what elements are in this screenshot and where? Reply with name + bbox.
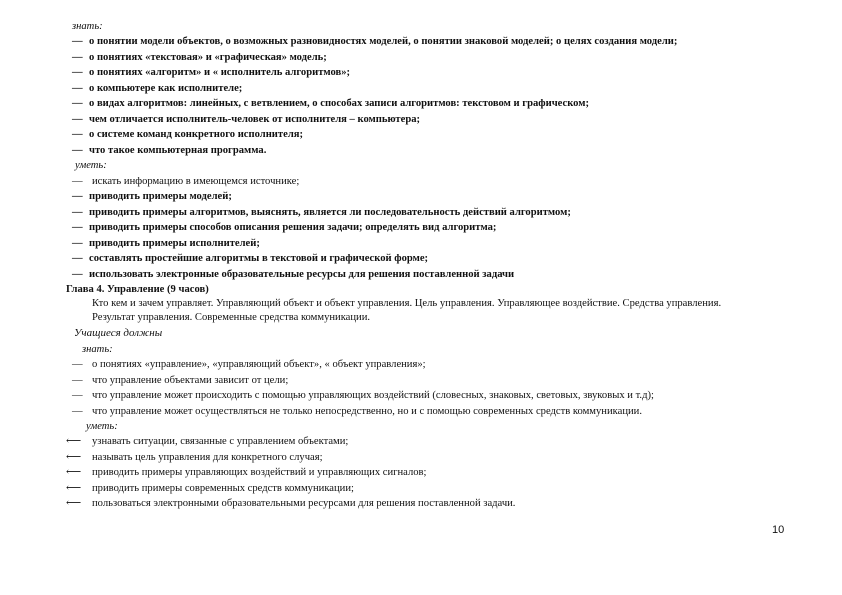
list-item: — приводить примеры моделей;	[72, 191, 232, 202]
arrow-bullet-icon: ⟵	[66, 483, 82, 494]
chapter-title: Глава 4. Управление (9 часов)	[66, 284, 209, 295]
list-item: — составлять простейшие алгоритмы в текстовой и графической форме;	[72, 253, 429, 264]
list-item: ⟵ приводить примеры управляющих воздействий и управляющих сигналов;	[66, 467, 427, 478]
list-item: — приводить примеры способов описания решения задачи; определять вид алгоритма;	[72, 222, 497, 233]
arrow-bullet-icon: ⟵	[66, 498, 82, 509]
list-item: — о видах алгоритмов: линейных, с ветвлением, о способах записи алгоритмов: текстовом и графическом;	[72, 98, 589, 109]
list-item: ⟵ приводить примеры современных средств коммуникации;	[66, 483, 354, 494]
list-item: — о системе команд конкретного исполнителя;	[72, 129, 304, 140]
list-item: — искать информацию в имеющемся источнике;	[72, 176, 300, 187]
arrow-bullet-icon: ⟵	[66, 467, 82, 478]
list-item: — чем отличается исполнитель-человек от исполнителя – компьютера;	[72, 114, 421, 125]
can-heading-2: уметь:	[86, 421, 118, 432]
list-item: — о понятии модели объектов, о возможных разновидностях моделей, о понятии знаковой моделей; о целях создания модели;	[72, 36, 678, 47]
list-item: — что управление объектами зависит от цели;	[72, 375, 289, 386]
list-item: ⟵ узнавать ситуации, связанные с управлением объектами;	[66, 436, 349, 447]
list-item: — о понятиях «алгоритм» и « исполнитель алгоритмов»;	[72, 67, 351, 78]
list-item: — о понятиях «текстовая» и «графическая» модель;	[72, 52, 327, 63]
chapter-description: Кто кем и зачем управляет. Управляющий объект и объект управления. Цель управления. Управляющее воздействие. Средства управления. Результат управления. Современные средства коммуникации.	[92, 298, 722, 323]
list-item: — использовать электронные образовательные ресурсы для решения поставленной задачи	[72, 269, 515, 280]
know-heading-2: знать:	[82, 344, 113, 355]
list-item: — что управление может осуществляться не только непосредственно, но и с помощью современных средств коммуникации.	[72, 406, 642, 417]
list-item: — что управление может происходить с помощью управляющих воздействий (словесных, знаковых, световых, звуковых и т.д);	[72, 390, 654, 401]
students-must-heading: Учащиеся должны	[74, 327, 163, 339]
arrow-bullet-icon: ⟵	[66, 452, 82, 463]
list-item: — приводить примеры исполнителей;	[72, 238, 260, 249]
know-heading-1: знать:	[72, 21, 103, 32]
can-heading-1: уметь:	[75, 160, 107, 171]
list-item: — приводить примеры алгоритмов, выяснять, является ли последовательность действий алгоритмом;	[72, 207, 571, 218]
page-number: 10	[772, 524, 785, 536]
list-item: — что такое компьютерная программа.	[72, 145, 267, 156]
arrow-bullet-icon: ⟵	[66, 436, 82, 447]
list-item: ⟵ пользоваться электронными образовательными ресурсами для решения поставленной задачи.	[66, 498, 516, 509]
list-item: ⟵ называть цель управления для конкретного случая;	[66, 452, 323, 463]
list-item: — о компьютере как исполнителе;	[72, 83, 243, 94]
list-item: — о понятиях «управление», «управляющий объект», « объект управления»;	[72, 359, 426, 370]
